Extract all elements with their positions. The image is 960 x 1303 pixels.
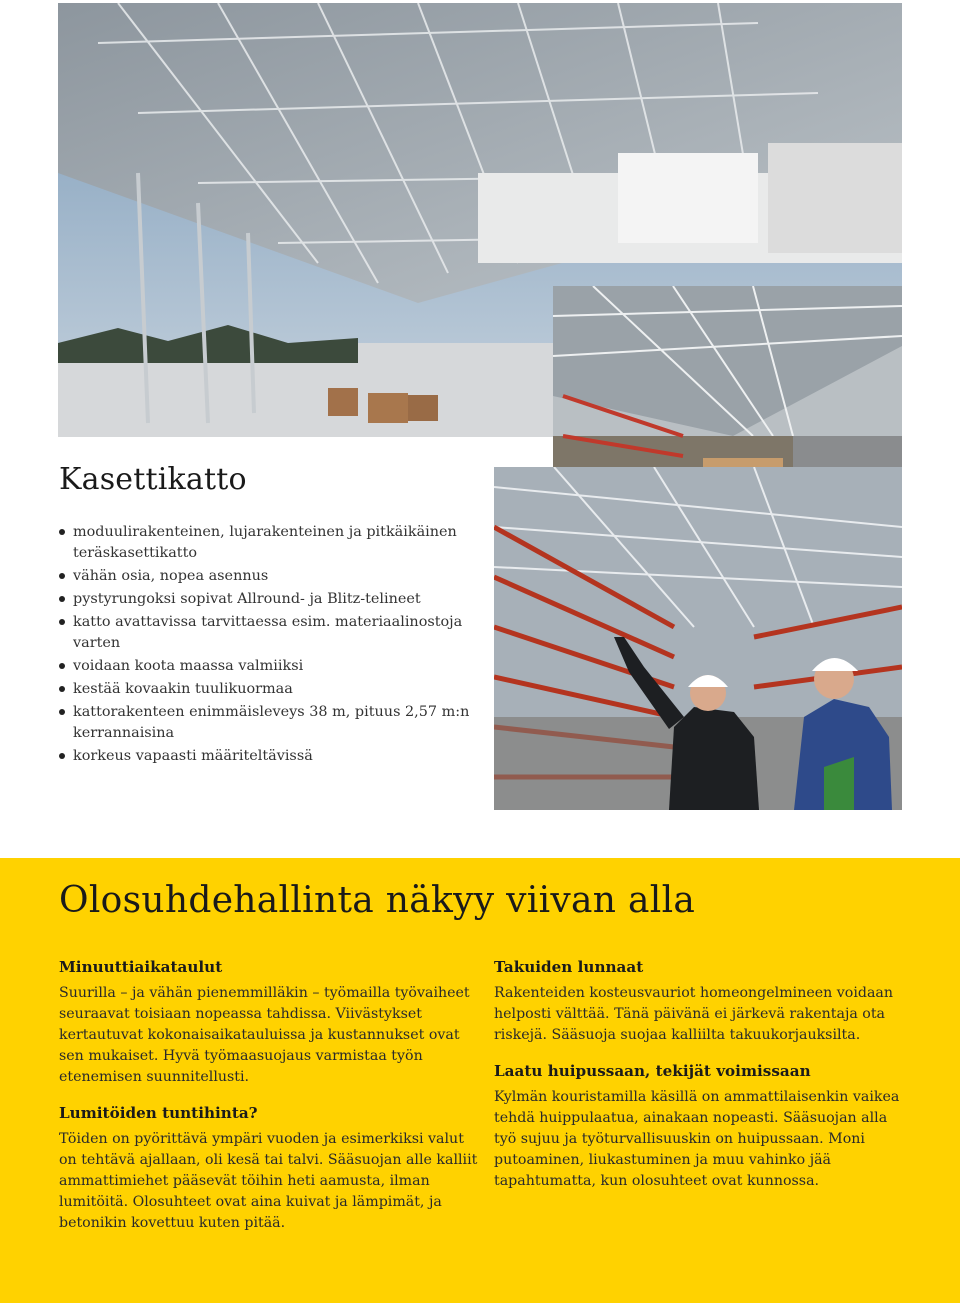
bullet-icon (59, 709, 65, 715)
feature-list (59, 522, 479, 769)
bullet-icon (59, 686, 65, 692)
yellow-info-box (0, 858, 960, 1303)
bullet-icon (59, 619, 65, 625)
list-item: kestää kovaakin tuulikuormaa (59, 679, 479, 700)
list-item: moduulirakenteinen, lujarakenteinen ja pitkäikäinen teräskasettikatto (59, 522, 479, 564)
paragraph-schedules: Suurilla – ja vähän pienemmilläkin – työmailla työvaiheet seuraavat toisiaan nopeassa tahdissa. Viivästykset kertautuvat kokonaisaikatauluissa ja kustannukset ovat sen mukaiset. Hyvä työmaasuojaus varmistaa työn etenemisen suunnitellusti. (59, 985, 470, 1085)
yellow-box-heading: Olosuhdehallinta näkyy viivan alla (59, 880, 696, 921)
list-item: korkeus vapaasti määriteltävissä (59, 746, 479, 767)
bullet-icon (59, 753, 65, 759)
subheading-quality: Laatu huipussaan, tekijät voimissaan (494, 1062, 811, 1080)
list-item: kattorakenteen enimmäisleveys 38 m, pituus 2,57 m:n kerrannaisina (59, 702, 479, 744)
subheading-schedules: Minuuttiaikataulut (59, 958, 223, 976)
right-column (494, 958, 904, 1208)
left-column (59, 958, 479, 1250)
paragraph-snow-work: Töiden on pyörittävä ympäri vuoden ja esimerkiksi valut on tehtävä ajallaan, oli kesä tai talvi. Sääsuojan alle kalliit ammattimiehet pääsevät töihin heti aamusta, ilman lumitöitä. Olosuhteet ovat aina kuivat ja lämpimät, ja betonikin kovettuu kuten pitää. (59, 1131, 478, 1231)
bullet-icon (59, 596, 65, 602)
list-item: voidaan koota maassa valmiiksi (59, 656, 479, 677)
list-item: pystyrungoksi sopivat Allround- ja Blitz-telineet (59, 589, 479, 610)
section-title: Kasettikatto (59, 462, 247, 497)
list-item: katto avattavissa tarvittaessa esim. materiaalinostoja varten (59, 612, 479, 654)
bullet-icon (59, 573, 65, 579)
bullet-icon (59, 663, 65, 669)
workers-photo (494, 467, 902, 810)
bullet-icon (59, 529, 65, 535)
subheading-warranty: Takuiden lunnaat (494, 958, 644, 976)
subheading-snow-work: Lumitöiden tuntihinta? (59, 1104, 258, 1122)
list-item: vähän osia, nopea asennus (59, 566, 479, 587)
paragraph-warranty: Rakenteiden kosteusvauriot homeongelmineen voidaan helposti välttää. Tänä päivänä ei järkevä rakentaja ota riskejä. Sääsuoja suojaa kalliilta takuukorjauksilta. (494, 985, 893, 1043)
paragraph-quality: Kylmän kouristamilla käsillä on ammattilaisenkin vaikea tehdä huippulaatua, ainakaan nopeasti. Sääsuojan alla työ sujuu ja työturvallisuuskin on huipussaan. Moni putoaminen, liukastuminen ja muu vahinko jää tapahtumatta, kun olosuhteet ovat kunnossa. (494, 1089, 900, 1189)
